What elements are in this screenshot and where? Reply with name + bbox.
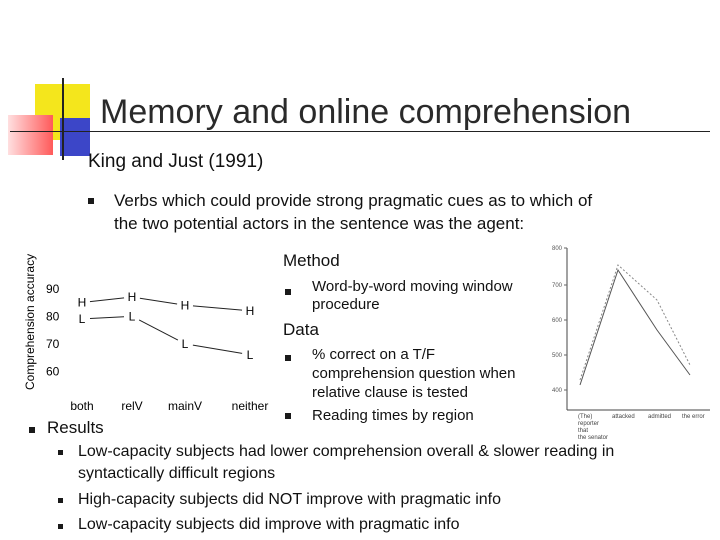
svg-text:400: 400	[552, 388, 563, 394]
svg-text:the error: the error	[682, 414, 705, 420]
y-axis-label: Comprehension accuracy	[23, 253, 37, 390]
data-point-H: H	[245, 303, 255, 318]
series-segment-H	[140, 298, 177, 304]
method-item-line-2: procedure	[312, 296, 380, 313]
svg-text:600: 600	[552, 318, 563, 324]
data-heading: Data	[283, 320, 319, 339]
decor-red-gradient	[8, 115, 53, 155]
svg-text:(The): (The)	[578, 414, 593, 420]
data-point-L: L	[78, 312, 86, 326]
data-item2: Reading times by region	[312, 407, 474, 424]
bullet-icon	[88, 198, 94, 204]
svg-text:attacked: attacked	[612, 414, 635, 420]
reading-times-figure	[540, 240, 715, 440]
results-item2: High-capacity subjects did NOT improve with pragmatic info	[78, 491, 501, 508]
series-segment-L	[193, 345, 242, 353]
y-tick-label: 70	[46, 336, 60, 351]
results-heading: Results	[47, 418, 104, 437]
intro-line-2: the two potential actors in the sentence was the agent:	[114, 214, 525, 233]
x-tick-label: relV	[121, 399, 143, 413]
method-item-line-1: Word-by-word moving window	[312, 278, 513, 295]
data-point-L: L	[128, 309, 136, 324]
slide-title: Memory and online comprehension	[100, 93, 632, 131]
decor-blue-square	[60, 118, 90, 156]
bullet-icon	[285, 289, 291, 295]
svg-text:the senator: the senator	[578, 435, 609, 440]
series-segment-H	[193, 306, 242, 310]
comprehension-chart	[0, 235, 290, 415]
data-item1-line-3: relative clause is tested	[312, 384, 468, 401]
data-point-L: L	[246, 347, 254, 362]
data-point-L: L	[181, 336, 189, 351]
svg-text:800: 800	[552, 246, 563, 252]
y-tick-label: 60	[46, 364, 60, 379]
data-point-H: H	[77, 295, 87, 310]
svg-text:reporter: reporter	[578, 421, 600, 427]
y-tick-label: 90	[46, 281, 60, 296]
x-tick-label: neither	[231, 399, 269, 413]
bullet-icon	[285, 355, 291, 361]
series-segment-H	[90, 298, 124, 302]
svg-text:700: 700	[552, 283, 563, 289]
bullet-icon	[58, 450, 63, 455]
series-segment-L	[90, 317, 124, 319]
bullet-icon	[285, 413, 291, 419]
series-segment-L	[139, 320, 178, 340]
slide-subtitle: King and Just (1991)	[88, 151, 264, 172]
bullet-icon	[58, 498, 63, 503]
method-heading: Method	[283, 251, 340, 270]
data-point-H: H	[180, 298, 190, 313]
x-tick-label: both	[70, 399, 94, 413]
intro-line-1: Verbs which could provide strong pragmatic cues as to which of	[114, 191, 593, 210]
bullet-icon	[29, 427, 35, 433]
data-point-H: H	[127, 290, 137, 304]
results-item1-line-1: Low-capacity subjects had lower comprehension overall & slower reading in	[78, 443, 615, 460]
results-item1-line-2: syntactically difficult regions	[78, 465, 276, 482]
y-tick-label: 80	[46, 309, 60, 324]
svg-text:admitted: admitted	[648, 414, 672, 420]
data-item1-line-1: % correct on a T/F	[312, 346, 436, 363]
svg-text:500: 500	[552, 353, 563, 359]
data-item1-line-2: comprehension question when	[312, 365, 516, 382]
svg-text:that: that	[578, 428, 589, 434]
x-tick-label: mainV	[167, 399, 203, 413]
decor-vertical-line	[62, 78, 64, 160]
bullet-icon	[58, 524, 63, 529]
results-item3: Low-capacity subjects did improve with pragmatic info	[78, 516, 460, 533]
